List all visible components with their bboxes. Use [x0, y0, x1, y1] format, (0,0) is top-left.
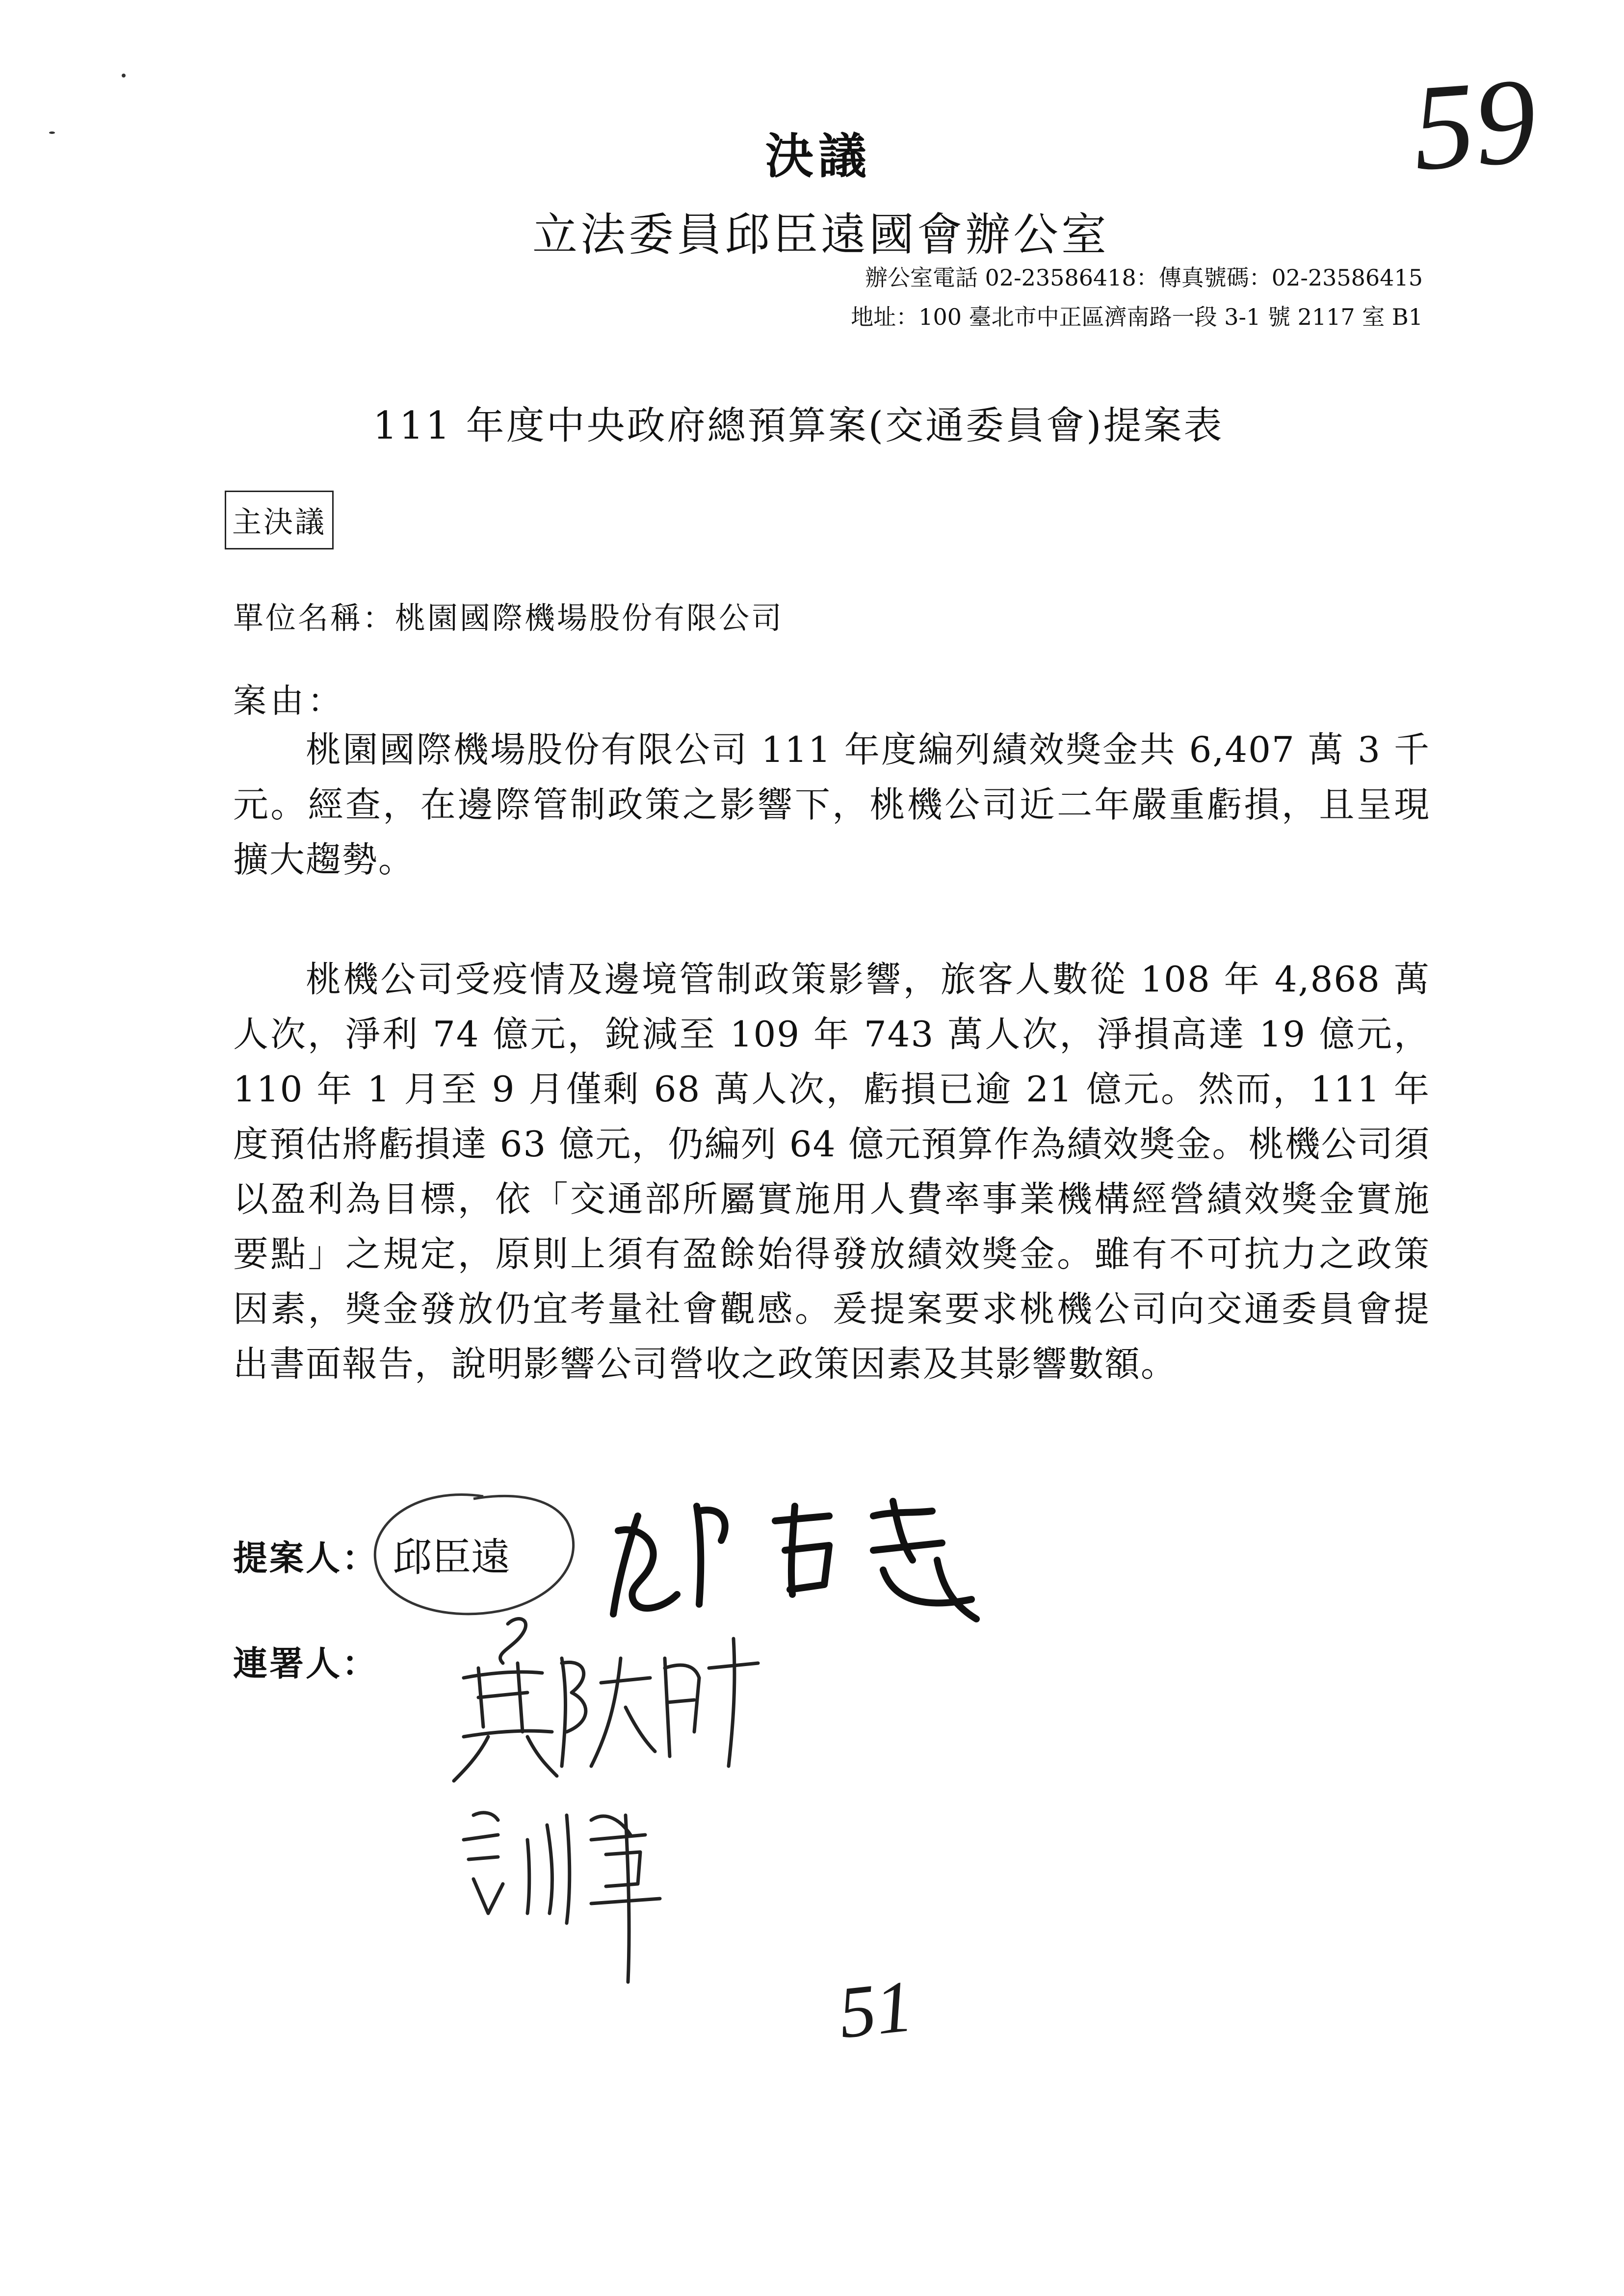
scan-speck — [122, 74, 126, 78]
office-address: 地址：100 臺北市中正區濟南路一段 3-1 號 2117 室 B1 — [851, 304, 1423, 330]
resolution-type-box: 主決議 — [225, 491, 334, 549]
proposer-name: 邱臣遠 — [393, 1535, 510, 1580]
handwritten-page-number-top: 59 — [1408, 52, 1541, 197]
reason-paragraph-1 — [233, 722, 1430, 887]
scan-speck — [49, 131, 55, 134]
proposer-label: 提案人： — [233, 1538, 378, 1578]
reason-paragraph-1-text: 桃園國際機場股份有限公司 111 年度編列績效獎金共 6,407 萬 3 千元。經查，在邊際管制政策之影響下，桃機公司近二年嚴重虧損，且呈現擴大趨勢。 — [233, 729, 1430, 880]
document-title: 111 年度中央政府總預算案(交通委員會)提案表 — [373, 404, 1224, 448]
reason-paragraph-2 — [233, 952, 1430, 1391]
reason-label: 案由： — [233, 682, 345, 721]
cosigner-signatures — [444, 1609, 787, 1992]
cosigner-label: 連署人： — [233, 1644, 378, 1684]
reason-paragraph-2-text: 桃機公司受疫情及邊境管制政策影響，旅客人數從 108 年 4,868 萬人次，淨利 74 億元，銳減至 109 年 743 萬人次，淨損高達 19 億元，110 年 1 月至 9 月僅剩 68 萬人次，虧損已逾 21 億元。然而，111 年度預估將虧損達 63 億元，仍編列 64 億元預算作為績效獎金。桃機公司須以盈利為目標，依「交通部所屬實施用人費率事業機構經營績效獎金實施要點」之規定，原則上須有盈餘始得發放績效獎金。雖有不可抗力之政策因素，獎金發放仍宜考量社會觀感。爰提案要求桃機公司向交通委員會提出書面報告，說明影響公司營收之政策因素及其影響數額。 — [233, 959, 1430, 1384]
unit-name-line: 單位名稱：桃園國際機場股份有限公司 — [233, 600, 784, 636]
handwritten-page-number-bottom: 51 — [835, 1965, 917, 2054]
resolution-stamp-title: 決議 — [765, 128, 872, 184]
office-name: 立法委員邱臣遠國會辦公室 — [532, 209, 1110, 261]
office-phone: 辦公室電話 02-23586418：傳真號碼：02-23586415 — [864, 264, 1423, 291]
